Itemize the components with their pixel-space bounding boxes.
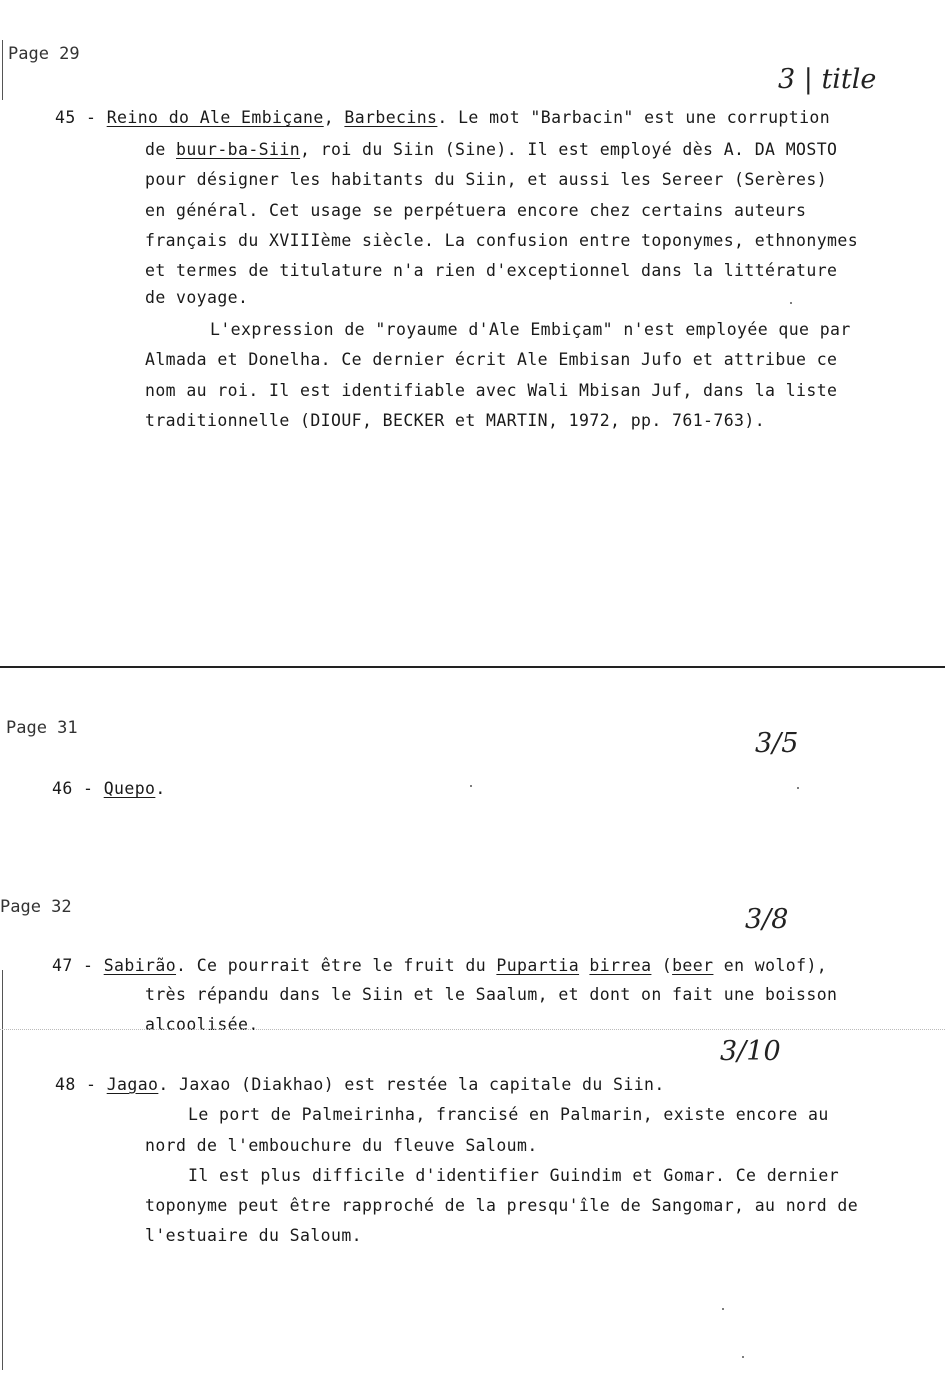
body-line: nord de l'embouchure du fleuve Saloum. [145,1136,538,1155]
entry-46-line [52,779,166,799]
body-text: . Ce pourrait être le fruit du [176,956,497,975]
term-underlined: beer [672,956,714,975]
body-line: alcoolisée. [145,1015,259,1034]
term-underlined: Pupartia [496,956,580,975]
scan-speck [797,787,799,789]
handwritten-note: 3/5 [755,728,799,759]
body-text: , roi du Siin (Sine). Il est employé dès A. DA MOSTO [300,140,838,159]
body-line: Le port de Palmeirinha, francisé en Palmarin, existe encore au [188,1105,829,1124]
entry-number: 47 - [52,956,94,975]
handwritten-note: 3/8 [745,904,789,935]
body-line: français du XVIIIème siècle. La confusion entre toponymes, ethnonymes [145,231,859,250]
body-line: l'estuaire du Saloum. [145,1226,363,1245]
entry-title-term: Jagao [106,1075,159,1094]
body-line: L'expression de "royaume d'Ale Embiçam" n'est employée que par [210,320,851,339]
page-label-29: Page 29 [8,44,80,64]
page-label-32: Page 32 [0,897,72,917]
body-text [579,956,589,975]
entry-title-term: Barbecins [344,108,438,127]
entry-number: 45 - [55,108,97,127]
term-underlined: birrea [589,956,652,975]
body-line: toponyme peut être rapproché de la presqu'île de Sangomar, au nord de [145,1196,859,1215]
entry-45-line-1 [55,108,830,128]
body-line: pour désigner les habitants du Siin, et aussi les Sereer (Serères) [145,170,828,189]
entry-title-term: Sabirão [103,956,177,975]
scan-speck [742,1356,744,1358]
body-line: et termes de titulature n'a rien d'exceptionnel dans la littérature [145,261,838,280]
entry-45-line-2 [145,140,837,160]
scan-margin-mark [2,40,3,100]
entry-48-line-1 [55,1075,665,1095]
body-text: . Jaxao (Diakhao) est restée la capitale du Siin. [158,1075,665,1094]
entry-number: 48 - [55,1075,97,1094]
punctuation: , [323,108,335,127]
scan-margin-mark [2,970,3,1370]
punctuation: . [155,779,166,798]
term-underlined: buur-ba-Siin [176,140,301,159]
scan-speck [790,302,792,304]
entry-title-term: Quepo [103,779,156,798]
entry-title-term: Reino do Ale Embiçane [106,108,324,127]
scan-speck [722,1308,724,1310]
entry-number: 46 - [52,779,94,798]
section-divider [0,666,945,668]
body-text: . Le mot "Barbacin" est une corruption [437,108,831,127]
scan-noise-line [0,1029,945,1030]
body-text: de [145,140,177,159]
body-line: traditionnelle (DIOUF, BECKER et MARTIN, 1972, pp. 761-763). [145,411,766,430]
handwritten-note: 3 | title [778,64,877,95]
body-text: en wolof), [713,956,828,975]
body-line: très répandu dans le Siin et le Saalum, et dont on fait une boisson [145,985,838,1004]
page-label-31: Page 31 [6,718,78,738]
handwritten-note: 3/10 [720,1036,781,1067]
entry-47-line-1 [52,956,827,976]
body-text: ( [651,956,673,975]
body-line: en général. Cet usage se perpétuera encore chez certains auteurs [145,201,807,220]
scan-speck [470,785,472,787]
body-line: Almada et Donelha. Ce dernier écrit Ale Embisan Jufo et attribue ce [145,350,838,369]
body-line: Il est plus difficile d'identifier Guindim et Gomar. Ce dernier [188,1166,840,1185]
body-line: de voyage. [145,288,249,307]
body-line: nom au roi. Il est identifiable avec Wali Mbisan Juf, dans la liste [145,381,838,400]
